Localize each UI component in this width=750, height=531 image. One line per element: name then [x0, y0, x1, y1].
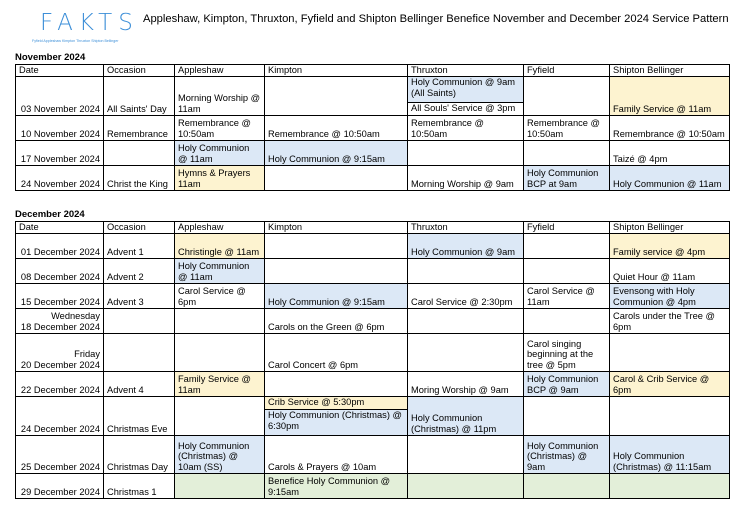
thruxton-cell: Holy Communion @ 9am — [408, 234, 524, 259]
page-title: Appleshaw, Kimpton, Thruxton, Fyfield and Shipton Bellinger Benefice November and December 2024 Service Pattern — [143, 13, 729, 25]
thruxton-cell — [408, 474, 524, 499]
header-kimpton: Kimpton — [265, 222, 408, 234]
appleshaw-cell: Christingle @ 11am — [175, 234, 265, 259]
logo-wordmark: FAKTS — [40, 10, 139, 36]
thruxton-service-b: All Souls' Service @ 3pm — [408, 102, 523, 115]
date-cell: 25 December 2024 — [16, 436, 104, 474]
occasion-cell: Advent 3 — [104, 284, 175, 309]
header-appleshaw: Appleshaw — [175, 65, 265, 77]
thruxton-cell — [408, 309, 524, 334]
november-heading: November 2024 — [15, 52, 86, 63]
table-row — [16, 166, 730, 191]
fyfield-cell — [524, 259, 610, 284]
fyfield-cell: Carol singing beginning at the tree @ 5pm — [524, 334, 610, 372]
december-table — [15, 221, 730, 499]
shipton-cell — [610, 474, 730, 499]
table-row — [16, 436, 730, 474]
kimpton-service-a: Crib Service @ 5:30pm — [265, 397, 407, 409]
fyfield-cell — [524, 474, 610, 499]
fyfield-cell: Holy Communion BCP at 9am — [524, 166, 610, 191]
header-shipton: Shipton Bellinger — [610, 222, 730, 234]
fyfield-cell — [524, 77, 610, 116]
occasion-cell: Remembrance — [104, 116, 175, 141]
kimpton-cell — [265, 372, 408, 397]
appleshaw-cell — [175, 334, 265, 372]
fyfield-cell: Holy Communion BCP @ 9am — [524, 372, 610, 397]
table-row — [16, 234, 730, 259]
kimpton-cell — [265, 234, 408, 259]
table-row — [16, 259, 730, 284]
fyfield-cell — [524, 309, 610, 334]
appleshaw-cell: Remembrance @ 10:50am — [175, 116, 265, 141]
table-row — [16, 372, 730, 397]
shipton-cell: Taizé @ 4pm — [610, 141, 730, 166]
day-of-week: Friday — [74, 349, 100, 360]
date-cell: 15 December 2024 — [16, 284, 104, 309]
date-cell — [16, 334, 104, 372]
kimpton-cell — [265, 397, 408, 436]
date-text: 20 December 2024 — [20, 360, 100, 371]
date-cell: 10 November 2024 — [16, 116, 104, 141]
header-occasion: Occasion — [104, 222, 175, 234]
thruxton-cell: Moring Worship @ 9am — [408, 372, 524, 397]
thruxton-cell — [408, 334, 524, 372]
table-row — [16, 309, 730, 334]
shipton-cell: Remembrance @ 10:50am — [610, 116, 730, 141]
header-shipton: Shipton Bellinger — [610, 65, 730, 77]
occasion-cell: Christmas Eve — [104, 397, 175, 436]
kimpton-cell: Holy Communion @ 9:15am — [265, 284, 408, 309]
kimpton-cell — [265, 259, 408, 284]
shipton-cell: Holy Communion @ 11am — [610, 166, 730, 191]
appleshaw-cell: Holy Communion @ 11am — [175, 259, 265, 284]
thruxton-cell — [408, 141, 524, 166]
appleshaw-cell: Holy Communion (Christmas) @ 10am (SS) — [175, 436, 265, 474]
thruxton-cell: Holy Communion (Christmas) @ 11pm — [408, 397, 524, 436]
fyfield-cell — [524, 397, 610, 436]
kimpton-cell: Carols on the Green @ 6pm — [265, 309, 408, 334]
date-cell: 29 December 2024 — [16, 474, 104, 499]
occasion-cell: Christmas Day — [104, 436, 175, 474]
thruxton-cell — [408, 436, 524, 474]
thruxton-cell: Carol Service @ 2:30pm — [408, 284, 524, 309]
date-cell: 01 December 2024 — [16, 234, 104, 259]
header-thruxton: Thruxton — [408, 222, 524, 234]
kimpton-cell — [265, 77, 408, 116]
date-cell: 22 December 2024 — [16, 372, 104, 397]
november-table — [15, 64, 730, 191]
appleshaw-cell — [175, 397, 265, 436]
shipton-cell: Evensong with Holy Communion @ 4pm — [610, 284, 730, 309]
appleshaw-cell: Morning Worship @ 11am — [175, 77, 265, 116]
occasion-cell: All Saints' Day — [104, 77, 175, 116]
date-cell — [16, 309, 104, 334]
occasion-cell: Advent 1 — [104, 234, 175, 259]
shipton-cell: Carol & Crib Service @ 6pm — [610, 372, 730, 397]
occasion-cell — [104, 334, 175, 372]
kimpton-cell: Holy Communion @ 9:15am — [265, 141, 408, 166]
header-appleshaw: Appleshaw — [175, 222, 265, 234]
table-row — [16, 116, 730, 141]
thruxton-cell — [408, 77, 524, 116]
appleshaw-cell — [175, 309, 265, 334]
table-row — [16, 77, 730, 116]
appleshaw-cell — [175, 474, 265, 499]
appleshaw-cell: Holy Communion @ 11am — [175, 141, 265, 166]
kimpton-cell: Carols & Prayers @ 10am — [265, 436, 408, 474]
table-header-row — [16, 222, 730, 234]
occasion-cell: Advent 4 — [104, 372, 175, 397]
appleshaw-cell: Hymns & Prayers 11am — [175, 166, 265, 191]
header-date: Date — [16, 65, 104, 77]
shipton-cell: Holy Communion (Christmas) @ 11:15am — [610, 436, 730, 474]
thruxton-cell: Remembrance @ 10:50am — [408, 116, 524, 141]
date-cell: 08 December 2024 — [16, 259, 104, 284]
fyfield-cell — [524, 141, 610, 166]
thruxton-service-a: Holy Communion @ 9am (All Saints) — [408, 77, 523, 102]
shipton-cell: Family Service @ 11am — [610, 77, 730, 116]
table-row — [16, 284, 730, 309]
kimpton-cell: Carol Concert @ 6pm — [265, 334, 408, 372]
kimpton-cell — [265, 166, 408, 191]
thruxton-cell: Morning Worship @ 9am — [408, 166, 524, 191]
kimpton-cell: Remembrance @ 10:50am — [265, 116, 408, 141]
occasion-cell: Christmas 1 — [104, 474, 175, 499]
date-cell: 03 November 2024 — [16, 77, 104, 116]
table-header-row — [16, 65, 730, 77]
header-date: Date — [16, 222, 104, 234]
fyfield-cell: Holy Communion (Christmas) @ 9am — [524, 436, 610, 474]
december-heading: December 2024 — [15, 209, 85, 220]
fakts-logo — [32, 10, 142, 46]
shipton-cell: Carols under the Tree @ 6pm — [610, 309, 730, 334]
shipton-cell: Quiet Hour @ 11am — [610, 259, 730, 284]
kimpton-cell: Benefice Holy Communion @ 9:15am — [265, 474, 408, 499]
thruxton-cell — [408, 259, 524, 284]
occasion-cell: Advent 2 — [104, 259, 175, 284]
fyfield-cell: Remembrance @ 10:50am — [524, 116, 610, 141]
header-occasion: Occasion — [104, 65, 175, 77]
date-cell: 24 November 2024 — [16, 166, 104, 191]
shipton-cell — [610, 397, 730, 436]
appleshaw-cell: Family Service @ 11am — [175, 372, 265, 397]
table-row — [16, 334, 730, 372]
header-thruxton: Thruxton — [408, 65, 524, 77]
date-text: 18 December 2024 — [20, 322, 100, 333]
table-row — [16, 474, 730, 499]
occasion-cell — [104, 309, 175, 334]
header-fyfield: Fyfield — [524, 65, 610, 77]
shipton-cell — [610, 334, 730, 372]
shipton-cell: Family service @ 4pm — [610, 234, 730, 259]
table-row — [16, 397, 730, 436]
table-row — [16, 141, 730, 166]
date-cell: 17 November 2024 — [16, 141, 104, 166]
fyfield-cell — [524, 234, 610, 259]
header-fyfield: Fyfield — [524, 222, 610, 234]
header-kimpton: Kimpton — [265, 65, 408, 77]
day-of-week: Wednesday — [51, 311, 100, 322]
logo-subtitle: Fyfield Appleshaw Kimpton Thruxton Shipton Bellinger — [32, 39, 119, 43]
appleshaw-cell: Carol Service @ 6pm — [175, 284, 265, 309]
occasion-cell: Christ the King — [104, 166, 175, 191]
date-cell: 24 December 2024 — [16, 397, 104, 436]
fyfield-cell: Carol Service @ 11am — [524, 284, 610, 309]
kimpton-service-b: Holy Communion (Christmas) @ 6:30pm — [265, 409, 407, 435]
occasion-cell — [104, 141, 175, 166]
